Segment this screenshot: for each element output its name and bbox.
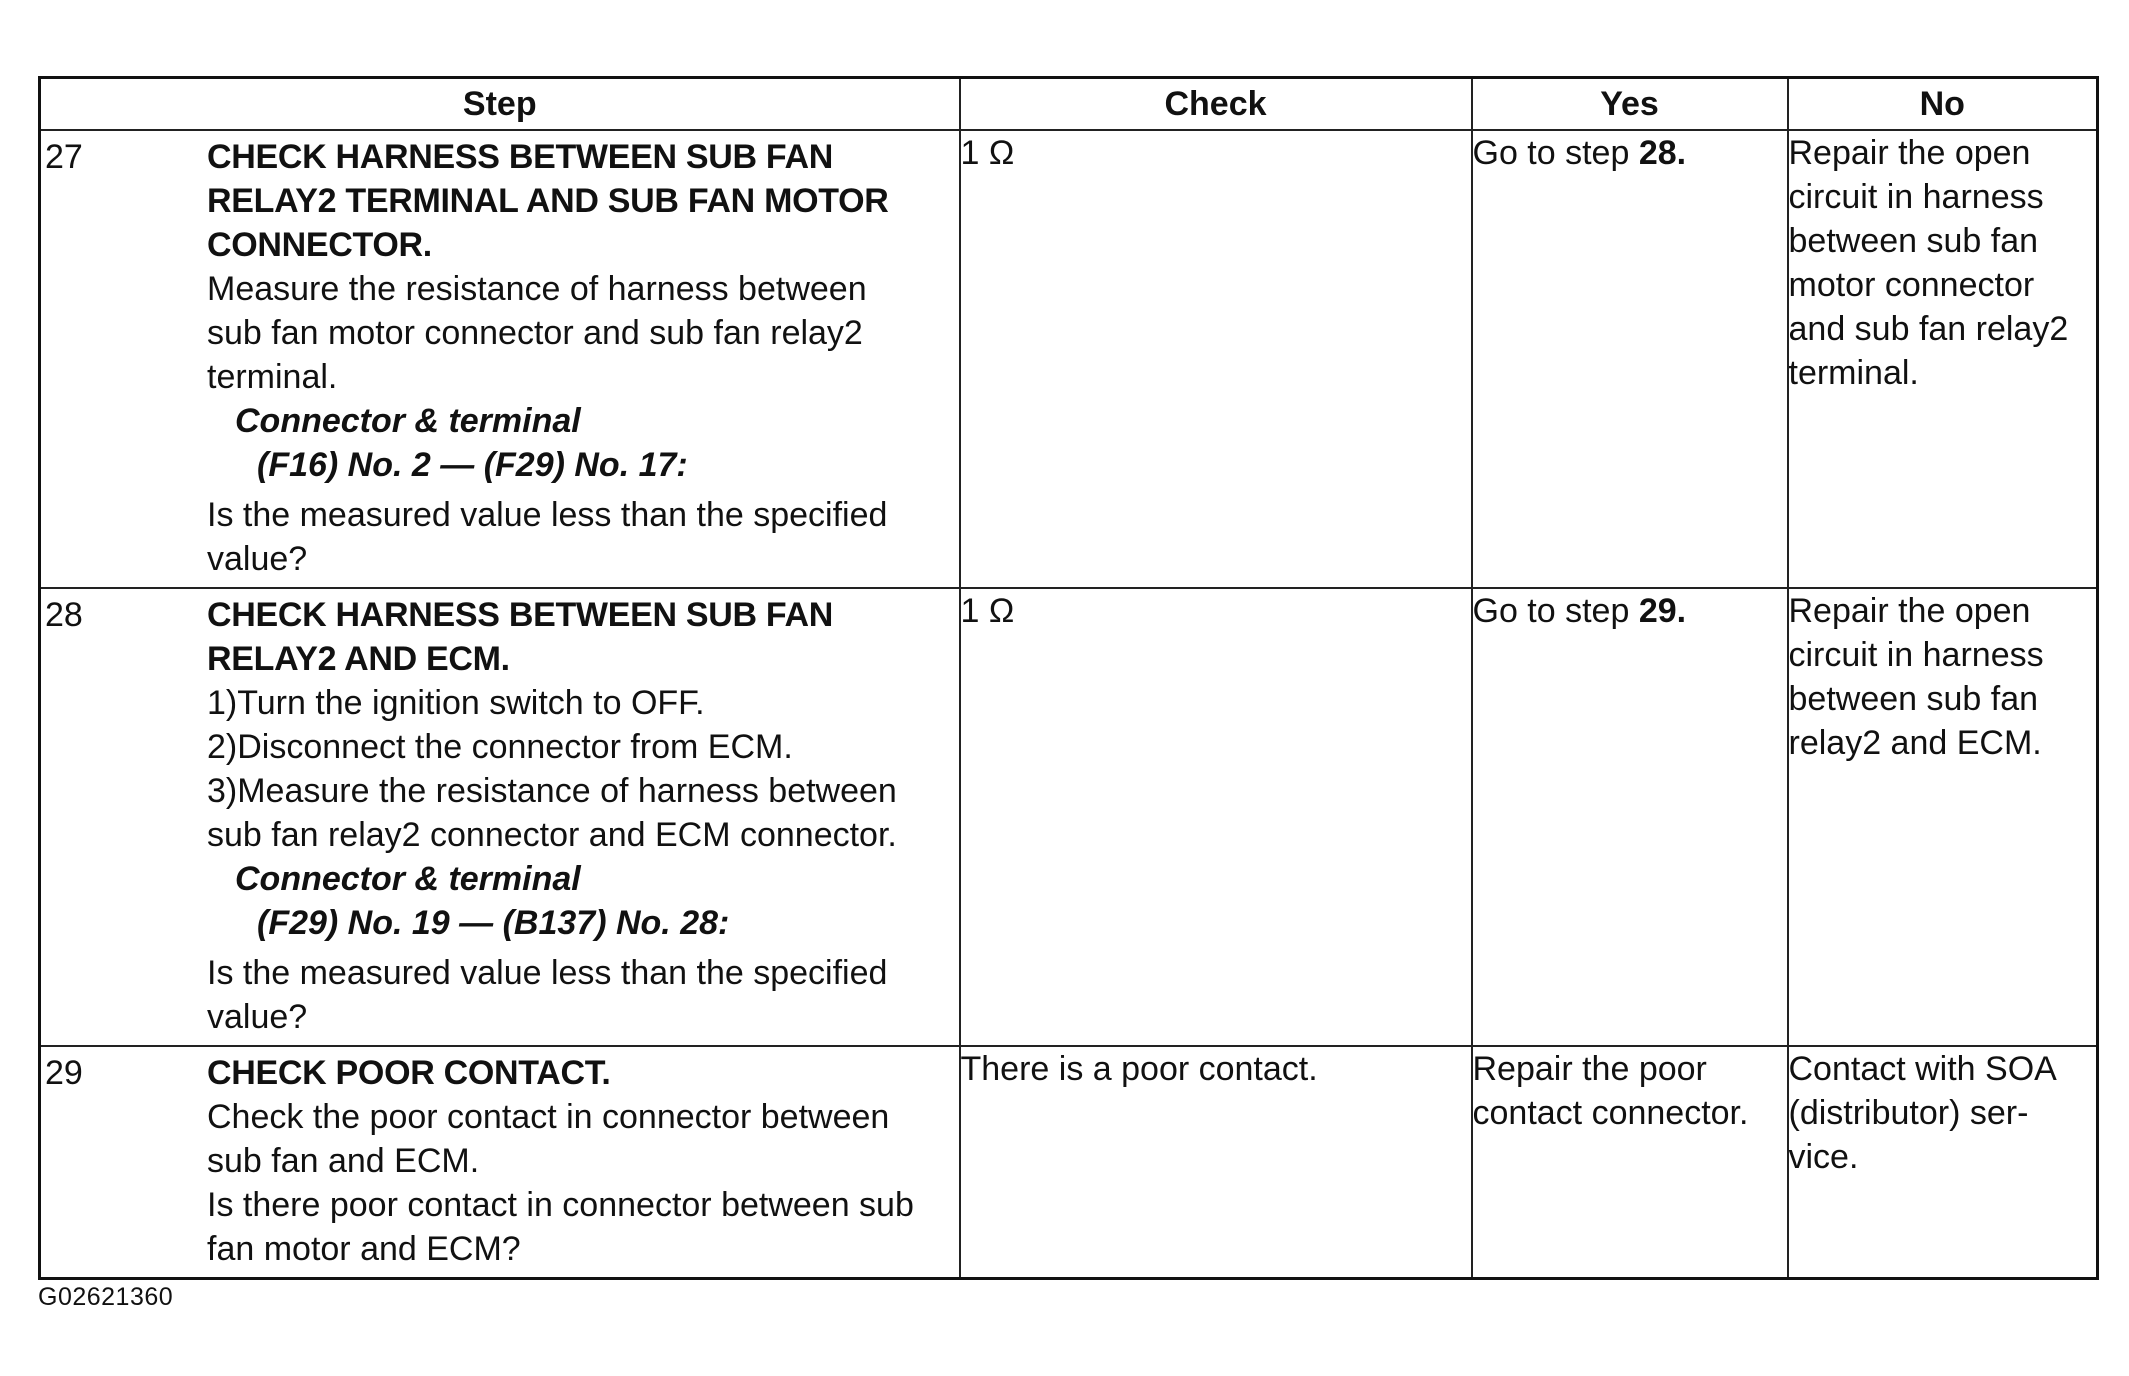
- table-row: [40, 130, 2098, 588]
- yes-cell: [1472, 1046, 1788, 1279]
- no-line: relay2 and ECM.: [1788, 724, 2042, 762]
- question-line: value?: [207, 998, 308, 1036]
- instruction-line: 1)Turn the ignition switch to OFF.: [207, 684, 705, 722]
- yes-prefix: Go to step: [1472, 134, 1639, 172]
- connector-label: Connector & terminal: [235, 860, 581, 898]
- question-line: value?: [207, 540, 308, 578]
- header-no: No: [1788, 78, 2098, 131]
- instruction-line: 2)Disconnect the connector from ECM.: [207, 728, 793, 766]
- no-line: vice.: [1788, 1138, 1859, 1176]
- figure-id-caption: G02621360: [38, 1283, 174, 1311]
- question-line: Is the measured value less than the specified: [207, 954, 888, 992]
- yes-step-ref: 29.: [1638, 592, 1687, 630]
- step-instructions: [207, 681, 951, 857]
- instruction-line: 3)Measure the resistance of harness between: [207, 772, 897, 810]
- step-title-line: CHECK POOR CONTACT.: [207, 1054, 611, 1092]
- no-line: motor connector: [1788, 266, 2035, 304]
- step-title: [207, 1051, 951, 1095]
- step-number: 27: [45, 138, 83, 176]
- no-line: between sub fan: [1788, 222, 2039, 260]
- step-instructions: [207, 267, 951, 399]
- yes-cell: [1472, 130, 1788, 588]
- step-title-line: RELAY2 TERMINAL AND SUB FAN MOTOR: [207, 182, 889, 220]
- instruction-line: sub fan and ECM.: [207, 1142, 480, 1180]
- yes-prefix: Go to step: [1472, 592, 1639, 630]
- step-cell: [40, 130, 960, 588]
- connector-value: (F29) No. 19 — (B137) No. 28:: [257, 904, 730, 942]
- step-cell: [40, 1046, 960, 1279]
- no-line: Repair the open: [1788, 134, 2031, 172]
- no-line: (distributor) ser-: [1788, 1094, 2029, 1132]
- instruction-line: fan motor and ECM?: [207, 1230, 521, 1268]
- no-line: circuit in harness: [1788, 178, 2044, 216]
- instruction-line: terminal.: [207, 358, 338, 396]
- table-row: [40, 588, 2098, 1046]
- no-line: and sub fan relay2: [1788, 310, 2069, 348]
- step-cell: [40, 588, 960, 1046]
- step-number: 29: [45, 1054, 83, 1092]
- step-question: [207, 951, 951, 1039]
- check-cell: 1 Ω: [960, 130, 1472, 588]
- header-yes: Yes: [1472, 78, 1788, 131]
- step-instructions: [207, 1095, 951, 1271]
- step-number: 28: [45, 596, 83, 634]
- no-line: Repair the open: [1788, 592, 2031, 630]
- instruction-line: sub fan relay2 connector and ECM connector.: [207, 816, 897, 854]
- yes-step-ref: 28.: [1638, 134, 1687, 172]
- yes-line: contact connector.: [1472, 1094, 1749, 1132]
- connector-value: (F16) No. 2 — (F29) No. 17:: [257, 446, 688, 484]
- connector-label: Connector & terminal: [235, 402, 581, 440]
- instruction-line: Measure the resistance of harness between: [207, 270, 867, 308]
- header-check: Check: [960, 78, 1472, 131]
- header-step: Step: [40, 78, 960, 131]
- no-line: terminal.: [1788, 354, 1919, 392]
- table-header-row: [40, 78, 2098, 131]
- step-title-line: CHECK HARNESS BETWEEN SUB FAN: [207, 138, 834, 176]
- no-line: between sub fan: [1788, 680, 2039, 718]
- yes-cell: [1472, 588, 1788, 1046]
- step-title-line: CHECK HARNESS BETWEEN SUB FAN: [207, 596, 834, 634]
- step-question: [207, 493, 951, 581]
- yes-line: Repair the poor: [1472, 1050, 1707, 1088]
- instruction-line: Is there poor contact in connector between sub: [207, 1186, 914, 1224]
- no-cell: [1788, 130, 2098, 588]
- instruction-line: sub fan motor connector and sub fan relay2: [207, 314, 863, 352]
- no-line: circuit in harness: [1788, 636, 2044, 674]
- step-title-line: RELAY2 AND ECM.: [207, 640, 510, 678]
- no-cell: [1788, 588, 2098, 1046]
- step-title: [207, 593, 951, 681]
- check-cell: There is a poor contact.: [960, 1046, 1472, 1279]
- question-line: Is the measured value less than the specified: [207, 496, 888, 534]
- diagnostic-table: [38, 76, 2099, 1280]
- table-row: [40, 1046, 2098, 1279]
- no-cell: [1788, 1046, 2098, 1279]
- instruction-line: Check the poor contact in connector between: [207, 1098, 890, 1136]
- step-title-line: CONNECTOR.: [207, 226, 432, 264]
- step-title: [207, 135, 951, 267]
- no-line: Contact with SOA: [1788, 1050, 2057, 1088]
- check-cell: 1 Ω: [960, 588, 1472, 1046]
